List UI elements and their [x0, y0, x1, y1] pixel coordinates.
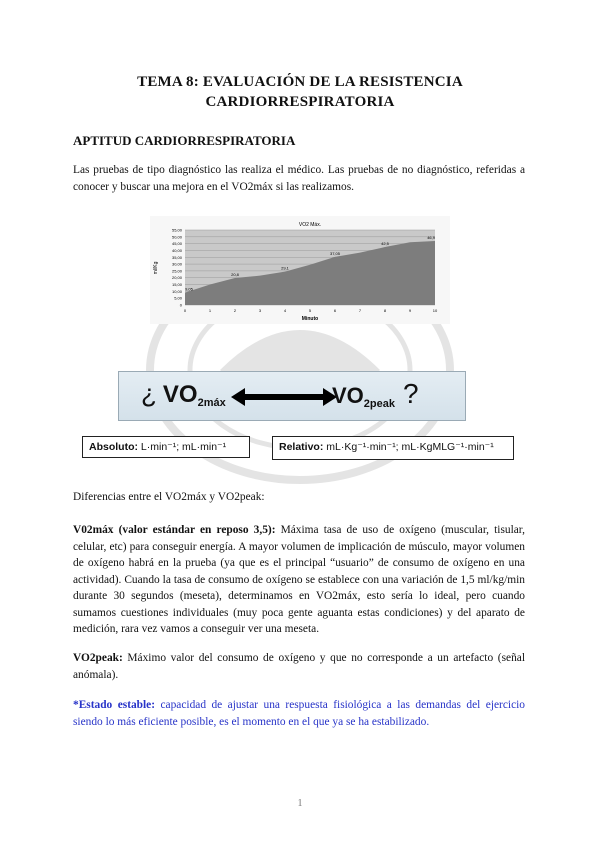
x-tick-label: 1 — [208, 308, 212, 313]
y-tick-label: 15,00 — [171, 282, 182, 288]
x-tick-label: 4 — [283, 308, 287, 313]
vo2max-text-body: Máxima tasa de uso de oxígeno (muscular, tisular, celular, etc) para conseguir energía. A mayor volumen de implicación de músculo, mayor volumen de oxígeno habrá en la prueba (ya que es el principal “usuario” de consumo de oxígeno en una actividad). Cuando la tasa de consumo de oxígeno se establece con una variación de 1,5 ml/kg/min durante 30 segundos (meseta), determinamos en VO2máx, esto sería lo ideal, pero cuando sumamos cuestiones individuales (muy poca gente aguanta estas condiciones) y del aparato de medición, rara vez vamos a conseguir ver una meseta. — [73, 524, 525, 635]
data-point-label: 29,1 — [281, 265, 289, 271]
data-point-label: 9,05 — [185, 286, 193, 292]
x-tick-label: 6 — [333, 308, 337, 313]
y-tick-label: 10,00 — [171, 288, 182, 294]
steady-state-text: capacidad de ajustar una respuesta fisiológica a las demandas del ejercicio siendo lo más eficiente posible, es el momento en el que ya se ha estabilizado. — [73, 699, 525, 728]
open-question-mark: ¿ — [141, 378, 157, 408]
chart-title: VO2 Máx. — [298, 222, 322, 228]
steady-state-note — [73, 697, 525, 730]
differences-heading: Diferencias entre el VO2máx y VO2peak: — [73, 491, 265, 503]
chart-y-label: ml/Kg — [153, 261, 159, 275]
title-line-1: TEMA 8: EVALUACIÓN DE LA RESISTENCIA — [137, 74, 463, 90]
x-tick-label: 2 — [233, 308, 237, 313]
vo2max-term: V02máx (valor estándar en reposo 3,5): — [73, 524, 276, 536]
vo2max-definition — [73, 522, 525, 638]
absolute-label: Absoluto: — [89, 441, 138, 453]
relative-units-box — [272, 436, 514, 460]
vo2max-chart — [150, 216, 450, 324]
vo2peak-term: VO2peak: — [73, 652, 123, 664]
y-tick-label: 25,00 — [171, 268, 182, 274]
vo2peak-text: VO — [332, 383, 364, 408]
relative-value: mL·Kg⁻¹·min⁻¹; mL·KgMLG⁻¹·min⁻¹ — [326, 441, 494, 453]
chart-x-label: Minuto — [301, 316, 319, 322]
x-tick-label: 9 — [408, 308, 412, 313]
x-tick-label: 3 — [258, 308, 262, 313]
y-tick-label: 45,00 — [171, 241, 182, 247]
vo2max-label — [141, 378, 226, 409]
x-tick-label: 0 — [183, 308, 187, 313]
title-line-2: CARDIORRESPIRATORIA — [205, 94, 395, 110]
y-tick-label: 5,00 — [174, 295, 182, 301]
y-tick-label: 30,00 — [171, 261, 182, 267]
data-point-label: 46,9 — [427, 235, 435, 241]
document-title — [60, 72, 540, 112]
vo2peak-subscript: 2peak — [363, 398, 395, 410]
vo2-comparison-box — [118, 371, 466, 421]
vo2peak-text-body: Máximo valor del consumo de oxígeno y que no corresponde a un artefacto (señal anómala). — [73, 652, 525, 681]
y-tick-label: 20,00 — [171, 275, 182, 281]
y-tick-label: 0 — [179, 302, 182, 308]
close-question-mark: ? — [403, 378, 419, 409]
data-point-label: 42,5 — [381, 241, 389, 247]
vo2peak-label — [332, 378, 419, 410]
double-arrow-icon — [231, 388, 337, 406]
y-tick-label: 35,00 — [171, 254, 182, 260]
x-tick-label: 10 — [432, 308, 438, 313]
x-tick-label: 7 — [358, 308, 362, 313]
data-point-label: 20,8 — [231, 272, 239, 277]
y-tick-label: 55,00 — [171, 227, 182, 233]
absolute-value: L·min⁻¹; mL·min⁻¹ — [140, 441, 227, 453]
section-title: APTITUD CARDIORRESPIRATORIA — [73, 133, 296, 148]
x-tick-label: 8 — [383, 308, 387, 313]
y-tick-label: 40,00 — [171, 247, 182, 253]
steady-state-term: *Estado estable: — [73, 699, 156, 711]
relative-label: Relativo: — [279, 441, 324, 453]
absolute-units-box — [82, 436, 250, 458]
x-tick-label: 5 — [308, 308, 312, 313]
data-point-label: 37,05 — [329, 250, 341, 256]
vo2max-subscript: 2máx — [197, 397, 226, 409]
vo2peak-definition — [73, 650, 525, 683]
y-tick-label: 50,00 — [171, 234, 182, 240]
page-number: 1 — [297, 798, 303, 809]
vo2max-text: VO — [162, 381, 198, 408]
intro-paragraph: Las pruebas de tipo diagnóstico las realiza el médico. Las pruebas de no diagnóstico, referidas a conocer y buscar una mejora en el VO2máx si las realizamos. — [73, 164, 525, 193]
